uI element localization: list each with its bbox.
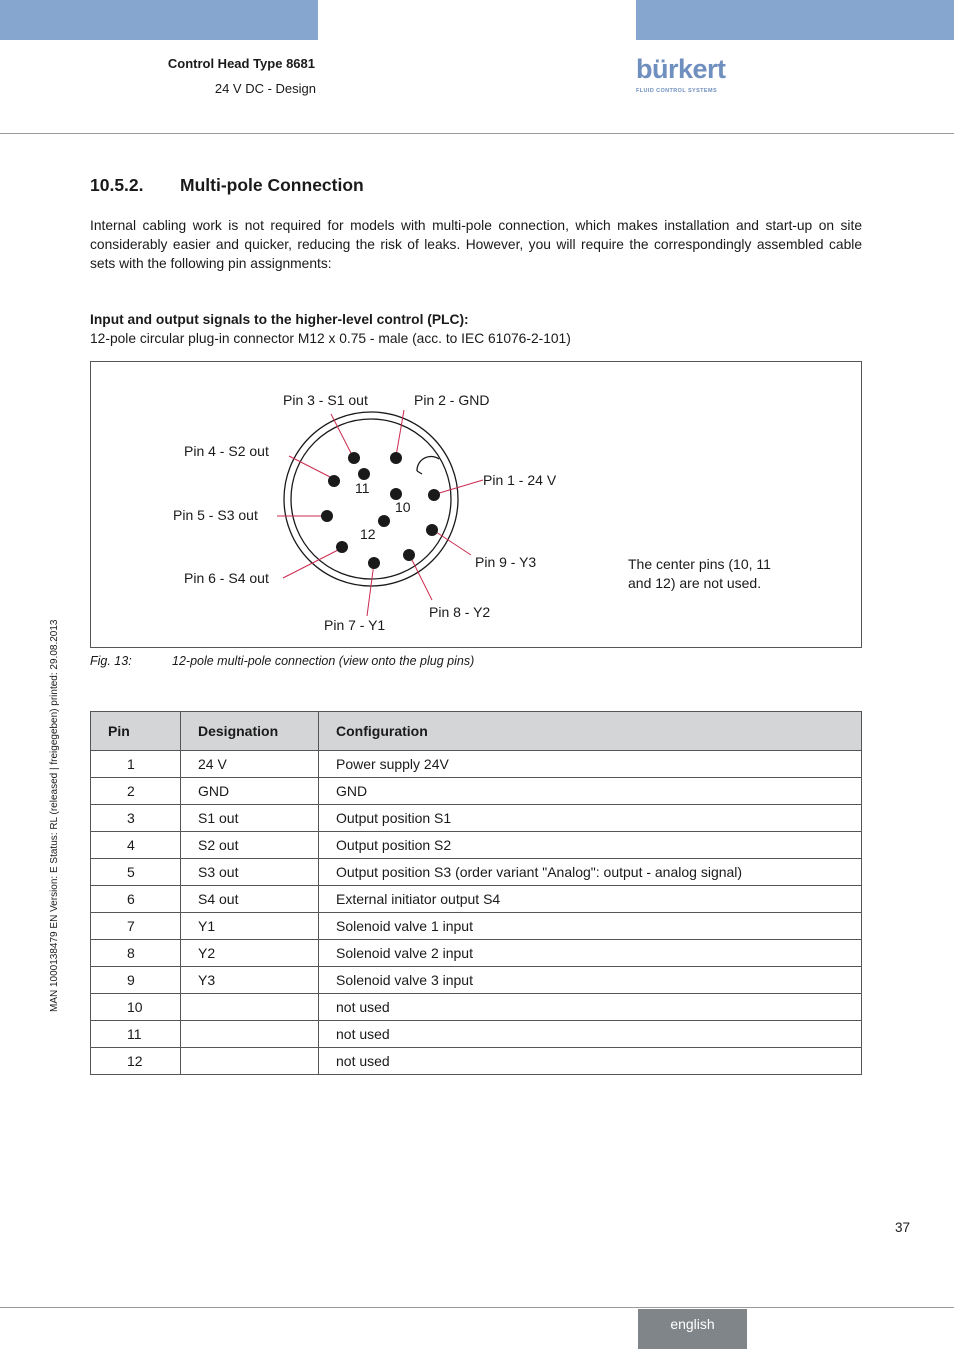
pin-2 (390, 452, 402, 464)
configuration-cell: Solenoid valve 3 input (319, 967, 862, 994)
pin-8 (403, 549, 415, 561)
pin-2-label: Pin 2 - GND (414, 392, 490, 408)
pin-cell: 8 (91, 940, 181, 967)
plc-subheading: Input and output signals to the higher-level control (PLC): (90, 312, 469, 327)
table-row (91, 1048, 862, 1075)
intro-paragraph: Internal cabling work is not required for models with multi-pole connection, which makes installation and start-up on site considerably easier and quicker, reducing the risk of leaks. However, you will require the correspondingly assembled cable sets with the following pin assignments: (90, 218, 862, 271)
designation-cell: Y2 (181, 940, 319, 967)
configuration-cell: not used (319, 1021, 862, 1048)
logo-wordmark: bürkert (636, 54, 726, 84)
pin-1-label: Pin 1 - 24 V (483, 472, 557, 488)
connector-description: 12-pole circular plug-in connector M12 x 0.75 - male (acc. to IEC 61076-2-101) (90, 331, 571, 346)
pin-4-label: Pin 4 - S2 out (184, 443, 269, 459)
designation-cell (181, 1048, 319, 1075)
leader-pin6 (283, 548, 342, 578)
configuration-cell: not used (319, 994, 862, 1021)
connector-figure (90, 361, 862, 648)
pin-7-label: Pin 7 - Y1 (324, 617, 386, 633)
pin-9-label: Pin 9 - Y3 (475, 554, 537, 570)
designation-cell: GND (181, 778, 319, 805)
pin-8-label: Pin 8 - Y2 (429, 604, 491, 620)
pin-12-number: 12 (360, 526, 376, 542)
configuration-cell: Solenoid valve 1 input (319, 913, 862, 940)
pin-cell: 9 (91, 967, 181, 994)
pin-assignment-table (90, 711, 862, 1075)
figure-number: Fig. 13: (90, 654, 132, 668)
center-pins-note: The center pins (10, 11 and 12) are not used. (628, 556, 771, 591)
pin-5-label: Pin 5 - S3 out (173, 507, 258, 523)
leader-pin8 (410, 556, 432, 600)
section-number: 10.5.2. (90, 175, 144, 195)
connector-diagram (91, 362, 861, 647)
pin-1 (428, 489, 440, 501)
pin-cell: 12 (91, 1048, 181, 1075)
configuration-cell: GND (319, 778, 862, 805)
coding-key-edge (417, 471, 422, 474)
pin-11-number: 11 (355, 480, 370, 496)
designation-cell: S4 out (181, 886, 319, 913)
table-row (91, 1021, 862, 1048)
pin-6 (336, 541, 348, 553)
pin-3-label: Pin 3 - S1 out (283, 392, 368, 408)
column-header-pin: Pin (91, 712, 181, 751)
designation-cell (181, 1021, 319, 1048)
table-row (91, 832, 862, 859)
figure-caption-text: 12-pole multi-pole connection (view onto the plug pins) (172, 654, 475, 668)
section-heading (90, 175, 364, 196)
designation-cell: S2 out (181, 832, 319, 859)
pin-4 (328, 475, 340, 487)
pin-12 (378, 515, 390, 527)
pin-cell: 5 (91, 859, 181, 886)
designation-cell: S1 out (181, 805, 319, 832)
configuration-cell: Solenoid valve 2 input (319, 940, 862, 967)
pin-cell: 11 (91, 1021, 181, 1048)
pin-cell: 2 (91, 778, 181, 805)
pin-5 (321, 510, 333, 522)
table-row (91, 805, 862, 832)
designation-cell: Y3 (181, 967, 319, 994)
pin-3 (348, 452, 360, 464)
configuration-cell: Output position S3 (order variant "Analog": output - analog signal) (319, 859, 862, 886)
table-row (91, 886, 862, 913)
configuration-cell: Output position S1 (319, 805, 862, 832)
document-metadata-sidebar: MAN 1000138479 EN Version: E Status: RL (released | freigegeben) printed: 29.08.2013 (49, 619, 60, 1012)
column-header-configuration: Configuration (319, 712, 862, 751)
pin-cell: 7 (91, 913, 181, 940)
logo-tagline: FLUID CONTROL SYSTEMS (636, 88, 718, 94)
burkert-logo (636, 54, 736, 98)
table-row (91, 994, 862, 1021)
column-header-designation: Designation (181, 712, 319, 751)
language-tab: english (638, 1309, 747, 1349)
section-title: Multi-pole Connection (180, 175, 364, 195)
configuration-cell: Output position S2 (319, 832, 862, 859)
page-number: 37 (895, 1220, 911, 1235)
coding-key (417, 456, 439, 471)
leader-pin7 (367, 563, 374, 616)
designation-cell (181, 994, 319, 1021)
leader-pin3 (331, 414, 353, 457)
designation-cell: Y1 (181, 913, 319, 940)
figure-caption (90, 654, 474, 668)
designation-cell: S3 out (181, 859, 319, 886)
pin-6-label: Pin 6 - S4 out (184, 570, 269, 586)
pin-9 (426, 524, 438, 536)
pin-7 (368, 557, 380, 569)
header-band-left (0, 0, 318, 40)
document-title: Control Head Type 8681 (167, 56, 315, 71)
table-row (91, 940, 862, 967)
footer-divider (0, 1307, 954, 1308)
pin-cell: 3 (91, 805, 181, 832)
pin-cell: 10 (91, 994, 181, 1021)
leader-pin4 (289, 456, 334, 479)
pin-cell: 1 (91, 751, 181, 778)
header-band-right (636, 0, 954, 40)
table-row (91, 778, 862, 805)
table-row (91, 967, 862, 994)
table-row (91, 913, 862, 940)
leader-pin1 (436, 480, 483, 494)
document-subtitle: 24 V DC - Design (214, 81, 316, 96)
configuration-cell: not used (319, 1048, 862, 1075)
configuration-cell: External initiator output S4 (319, 886, 862, 913)
table-header-row (91, 712, 862, 751)
pin-11 (358, 468, 370, 480)
pin-cell: 6 (91, 886, 181, 913)
table-row (91, 751, 862, 778)
table-row (91, 859, 862, 886)
header-divider (0, 133, 954, 134)
configuration-cell: Power supply 24V (319, 751, 862, 778)
pin-10-number: 10 (395, 499, 411, 515)
designation-cell: 24 V (181, 751, 319, 778)
pin-cell: 4 (91, 832, 181, 859)
connector-inner-ring (291, 419, 451, 579)
